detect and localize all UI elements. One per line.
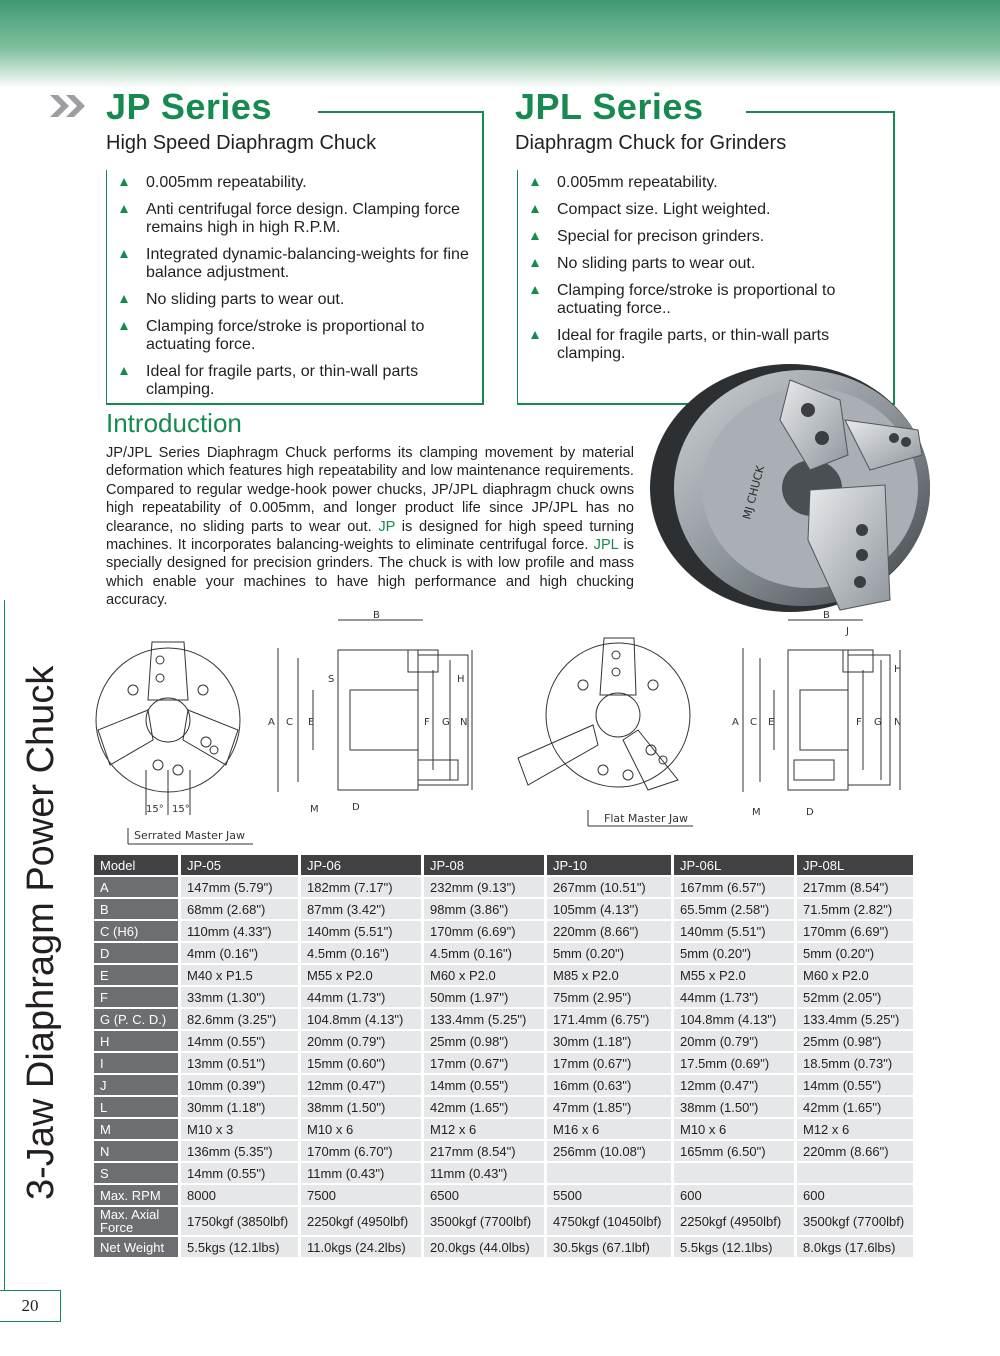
table-cell: 30.5kgs (67.1lbf) <box>547 1237 674 1257</box>
table-cell: 256mm (10.08") <box>547 1141 674 1161</box>
table-row <box>94 1185 916 1205</box>
table-cell: 20.0kgs (44.0lbs) <box>424 1237 547 1257</box>
triangle-bullet-icon <box>531 232 539 240</box>
table-cell: M40 x P1.5 <box>181 965 301 985</box>
svg-text:F: F <box>856 717 862 728</box>
table-cell: 140mm (5.51") <box>674 921 797 941</box>
table-cell: 267mm (10.51") <box>547 877 674 897</box>
table-cell: 8000 <box>181 1185 301 1205</box>
jpl-series-subtitle: Diaphragm Chuck for Grinders <box>515 132 787 154</box>
svg-text:H: H <box>457 674 465 685</box>
front-view-flat <box>518 638 693 826</box>
table-cell: 1750kgf (3850lbf) <box>181 1207 301 1235</box>
table-row <box>94 1141 916 1161</box>
list-item: Compact size. Light weighted. <box>517 201 887 219</box>
list-item: No sliding parts to wear out. <box>106 291 476 309</box>
table-row <box>94 1097 916 1117</box>
table-cell: 3500kgf (7700lbf) <box>797 1207 916 1235</box>
table-cell: 11mm (0.43") <box>424 1163 547 1183</box>
table-cell: 50mm (1.97") <box>424 987 547 1007</box>
table-cell: 12mm (0.47") <box>301 1075 424 1095</box>
table-cell: 147mm (5.79") <box>181 877 301 897</box>
svg-text:N: N <box>460 717 468 728</box>
table-cell: 12mm (0.47") <box>674 1075 797 1095</box>
table-cell: 170mm (6.70") <box>301 1141 424 1161</box>
diaphragm-chuck-photo <box>640 360 970 620</box>
table-cell: M55 x P2.0 <box>674 965 797 985</box>
table-row <box>94 1237 916 1257</box>
introduction-paragraph: JP/JPL Series Diaphragm Chuck performs its clamping movement by material deformation which features high repeatability and low maintenance requirements. Compared to regular wedge-hook power chucks, JP/JPL diaphragm chuck owns high repeatability of 0.005mm, and longer product life since JP/JPL has no clearance, no sliding parts to wear out. JP is designed for high speed turning machines. It incorporates balancing-weights to eliminate centrifugal force. JPL is specially designed for precision grinders. The chuck is with low profile and mass which enable your machines to have high performance and high chucking accuracy. <box>106 445 634 609</box>
list-item: Anti centrifugal force design. Clamping force remains high in high R.P.M. <box>106 201 476 237</box>
table-cell: 20mm (0.79") <box>674 1031 797 1051</box>
table-cell: 232mm (9.13") <box>424 877 547 897</box>
table-row <box>94 899 916 919</box>
table-cell: 87mm (3.42") <box>301 899 424 919</box>
row-label: L <box>94 1097 181 1117</box>
table-cell: 104.8mm (4.13") <box>301 1009 424 1029</box>
table-cell: M85 x P2.0 <box>547 965 674 985</box>
jpl-series-title: JPL Series <box>515 86 704 127</box>
table-cell: 136mm (5.35") <box>181 1141 301 1161</box>
svg-text:H: H <box>894 664 902 675</box>
column-header: Model <box>94 855 181 875</box>
table-cell: 5500 <box>547 1185 674 1205</box>
table-cell: 10mm (0.39") <box>181 1075 301 1095</box>
svg-text:G: G <box>874 717 882 728</box>
front-view-serrated <box>96 642 253 844</box>
table-cell: 30mm (1.18") <box>181 1097 301 1117</box>
jp-series-title: JP Series <box>106 86 272 127</box>
svg-text:S: S <box>328 674 335 685</box>
table-cell: 140mm (5.51") <box>301 921 424 941</box>
svg-text:N: N <box>894 717 902 728</box>
table-cell <box>797 1163 916 1183</box>
table-cell: 3500kgf (7700lbf) <box>424 1207 547 1235</box>
flat-jaw-caption: Flat Master Jaw <box>604 812 688 825</box>
table-cell: M10 x 6 <box>674 1119 797 1139</box>
spec-table <box>94 853 916 1259</box>
list-item: Ideal for fragile parts, or thin-wall parts clamping. <box>106 363 476 399</box>
triangle-bullet-icon <box>531 286 539 294</box>
table-cell: 165mm (6.50") <box>674 1141 797 1161</box>
row-label: E <box>94 965 181 985</box>
list-item: 0.005mm repeatability. <box>517 174 887 192</box>
table-row <box>94 921 916 941</box>
table-cell: 8.0kgs (17.6lbs) <box>797 1237 916 1257</box>
table-cell: 5.5kgs (12.1lbs) <box>674 1237 797 1257</box>
table-row <box>94 1119 916 1139</box>
table-cell: 220mm (8.66") <box>797 1141 916 1161</box>
svg-text:J: J <box>846 626 849 637</box>
row-label: J <box>94 1075 181 1095</box>
table-row <box>94 1075 916 1095</box>
table-cell: 71.5mm (2.82") <box>797 899 916 919</box>
table-cell: 33mm (1.30") <box>181 987 301 1007</box>
table-header-row <box>94 855 916 875</box>
table-cell: 47mm (1.85") <box>547 1097 674 1117</box>
triangle-bullet-icon <box>120 178 128 186</box>
table-cell: 82.6mm (3.25") <box>181 1009 301 1029</box>
table-cell: 4mm (0.16") <box>181 943 301 963</box>
table-cell: 44mm (1.73") <box>301 987 424 1007</box>
table-cell: 42mm (1.65") <box>797 1097 916 1117</box>
table-row <box>94 965 916 985</box>
triangle-bullet-icon <box>531 178 539 186</box>
table-row <box>94 1031 916 1051</box>
table-cell: 17.5mm (0.69") <box>674 1053 797 1073</box>
table-row <box>94 1163 916 1183</box>
side-view-jp <box>268 610 472 815</box>
table-cell: 65.5mm (2.58") <box>674 899 797 919</box>
row-label: D <box>94 943 181 963</box>
table-cell: 38mm (1.50") <box>301 1097 424 1117</box>
table-cell: 5mm (0.20") <box>674 943 797 963</box>
table-cell: 5.5kgs (12.1lbs) <box>181 1237 301 1257</box>
jpl-highlight: JPL <box>593 537 619 554</box>
table-cell: 38mm (1.50") <box>674 1097 797 1117</box>
table-cell: 600 <box>797 1185 916 1205</box>
triangle-bullet-icon <box>120 295 128 303</box>
table-row <box>94 1009 916 1029</box>
table-cell: 14mm (0.55") <box>181 1031 301 1051</box>
table-cell: 4.5mm (0.16") <box>301 943 424 963</box>
row-label: G (P. C. D.) <box>94 1009 181 1029</box>
svg-text:B: B <box>823 610 830 621</box>
svg-text:B: B <box>373 610 380 621</box>
table-row <box>94 1207 916 1235</box>
svg-text:A: A <box>732 717 739 728</box>
table-cell: 42mm (1.65") <box>424 1097 547 1117</box>
jp-series-subtitle: High Speed Diaphragm Chuck <box>106 132 377 154</box>
jp-highlight: JP <box>378 518 396 535</box>
table-cell: 68mm (2.68") <box>181 899 301 919</box>
table-cell: 75mm (2.95") <box>547 987 674 1007</box>
table-cell: 17mm (0.67") <box>424 1053 547 1073</box>
table-cell: 133.4mm (5.25") <box>797 1009 916 1029</box>
list-item: Integrated dynamic-balancing-weights for fine balance adjustment. <box>106 246 476 282</box>
table-cell: 20mm (0.79") <box>301 1031 424 1051</box>
column-header: JP-10 <box>547 855 674 875</box>
list-item: Clamping force/stroke is proportional to actuating force.. <box>517 282 887 318</box>
svg-text:C: C <box>286 717 293 728</box>
column-header: JP-08 <box>424 855 547 875</box>
sidebar-divider <box>4 600 5 1290</box>
svg-text:G: G <box>442 717 450 728</box>
list-item: No sliding parts to wear out. <box>517 255 887 273</box>
row-label: Net Weight <box>94 1237 181 1257</box>
row-label: F <box>94 987 181 1007</box>
table-cell: 11.0kgs (24.2lbs) <box>301 1237 424 1257</box>
technical-drawings <box>88 610 928 850</box>
triangle-bullet-icon <box>531 331 539 339</box>
svg-text:A: A <box>268 717 275 728</box>
table-cell: 167mm (6.57") <box>674 877 797 897</box>
list-item: Ideal for fragile parts, or thin-wall parts clamping. <box>517 327 887 363</box>
column-header: JP-08L <box>797 855 916 875</box>
table-cell: 14mm (0.55") <box>424 1075 547 1095</box>
table-cell: 182mm (7.17") <box>301 877 424 897</box>
row-label: N <box>94 1141 181 1161</box>
page-number: 20 <box>0 1290 61 1322</box>
table-cell: 18.5mm (0.73") <box>797 1053 916 1073</box>
column-header: JP-06L <box>674 855 797 875</box>
table-cell: 104.8mm (4.13") <box>674 1009 797 1029</box>
table-cell: 133.4mm (5.25") <box>424 1009 547 1029</box>
table-cell: M60 x P2.0 <box>424 965 547 985</box>
table-cell: 217mm (8.54") <box>797 877 916 897</box>
svg-text:F: F <box>424 717 430 728</box>
table-cell: 25mm (0.98") <box>797 1031 916 1051</box>
triangle-bullet-icon <box>531 205 539 213</box>
table-cell: 25mm (0.98") <box>424 1031 547 1051</box>
triangle-bullet-icon <box>120 322 128 330</box>
column-header: JP-05 <box>181 855 301 875</box>
table-cell: 2250kgf (4950lbf) <box>301 1207 424 1235</box>
table-cell: M16 x 6 <box>547 1119 674 1139</box>
table-cell: 98mm (3.86") <box>424 899 547 919</box>
introduction-title: Introduction <box>106 408 242 438</box>
table-cell: 170mm (6.69") <box>424 921 547 941</box>
svg-text:M: M <box>752 807 761 818</box>
double-chevron-icon <box>50 95 96 117</box>
table-row <box>94 943 916 963</box>
table-cell: 4750kgf (10450lbf) <box>547 1207 674 1235</box>
svg-text:D: D <box>352 802 360 813</box>
table-row <box>94 1053 916 1073</box>
table-cell: M60 x P2.0 <box>797 965 916 985</box>
side-view-jpl <box>732 610 902 818</box>
table-cell: 2250kgf (4950lbf) <box>674 1207 797 1235</box>
jpl-feature-list <box>517 174 887 372</box>
triangle-bullet-icon <box>120 205 128 213</box>
angle-label-left: 15° <box>146 804 164 815</box>
triangle-bullet-icon <box>531 259 539 267</box>
row-label: C (H6) <box>94 921 181 941</box>
table-cell: 600 <box>674 1185 797 1205</box>
svg-text:M: M <box>310 804 319 815</box>
table-cell: M12 x 6 <box>424 1119 547 1139</box>
header-band <box>0 0 1000 88</box>
table-cell: 13mm (0.51") <box>181 1053 301 1073</box>
row-label: S <box>94 1163 181 1183</box>
table-cell: 14mm (0.55") <box>181 1163 301 1183</box>
table-cell: 11mm (0.43") <box>301 1163 424 1183</box>
list-item: 0.005mm repeatability. <box>106 174 476 192</box>
row-label: M <box>94 1119 181 1139</box>
serrated-jaw-caption: Serrated Master Jaw <box>134 829 245 842</box>
table-cell: 44mm (1.73") <box>674 987 797 1007</box>
list-item: Clamping force/stroke is proportional to actuating force. <box>106 318 476 354</box>
table-cell: M10 x 3 <box>181 1119 301 1139</box>
svg-text:C: C <box>750 717 757 728</box>
svg-text:E: E <box>308 717 315 728</box>
table-cell: 15mm (0.60") <box>301 1053 424 1073</box>
table-cell: M55 x P2.0 <box>301 965 424 985</box>
angle-label-right: 15° <box>172 804 190 815</box>
triangle-bullet-icon <box>120 250 128 258</box>
table-cell: 220mm (8.66") <box>547 921 674 941</box>
table-cell: 105mm (4.13") <box>547 899 674 919</box>
row-label: B <box>94 899 181 919</box>
table-cell: 171.4mm (6.75") <box>547 1009 674 1029</box>
table-cell: 14mm (0.55") <box>797 1075 916 1095</box>
row-label: Max. RPM <box>94 1185 181 1205</box>
list-item: Special for precison grinders. <box>517 228 887 246</box>
table-cell: 4.5mm (0.16") <box>424 943 547 963</box>
table-cell <box>674 1163 797 1183</box>
table-cell: 217mm (8.54") <box>424 1141 547 1161</box>
table-cell: 7500 <box>301 1185 424 1205</box>
table-cell: 5mm (0.20") <box>797 943 916 963</box>
table-cell: 170mm (6.69") <box>797 921 916 941</box>
row-label: I <box>94 1053 181 1073</box>
table-row <box>94 877 916 897</box>
jp-feature-list <box>106 174 476 408</box>
table-cell: 30mm (1.18") <box>547 1031 674 1051</box>
spec-table-body <box>94 877 916 1257</box>
sidebar-title: 3-Jaw Diaphragm Power Chuck <box>20 665 62 1200</box>
table-cell: 52mm (2.05") <box>797 987 916 1007</box>
table-cell: M12 x 6 <box>797 1119 916 1139</box>
row-label: H <box>94 1031 181 1051</box>
table-cell: M10 x 6 <box>301 1119 424 1139</box>
column-header: JP-06 <box>301 855 424 875</box>
table-cell: 6500 <box>424 1185 547 1205</box>
product-label: MJ CHUCK <box>740 464 768 521</box>
svg-text:E: E <box>768 717 775 728</box>
triangle-bullet-icon <box>120 367 128 375</box>
row-label: A <box>94 877 181 897</box>
row-label: Max. Axial Force <box>94 1207 181 1235</box>
table-cell: 17mm (0.67") <box>547 1053 674 1073</box>
table-cell: 16mm (0.63") <box>547 1075 674 1095</box>
svg-text:D: D <box>806 807 814 818</box>
table-row <box>94 987 916 1007</box>
table-cell: 5mm (0.20") <box>547 943 674 963</box>
table-cell: 110mm (4.33") <box>181 921 301 941</box>
table-cell <box>547 1163 674 1183</box>
